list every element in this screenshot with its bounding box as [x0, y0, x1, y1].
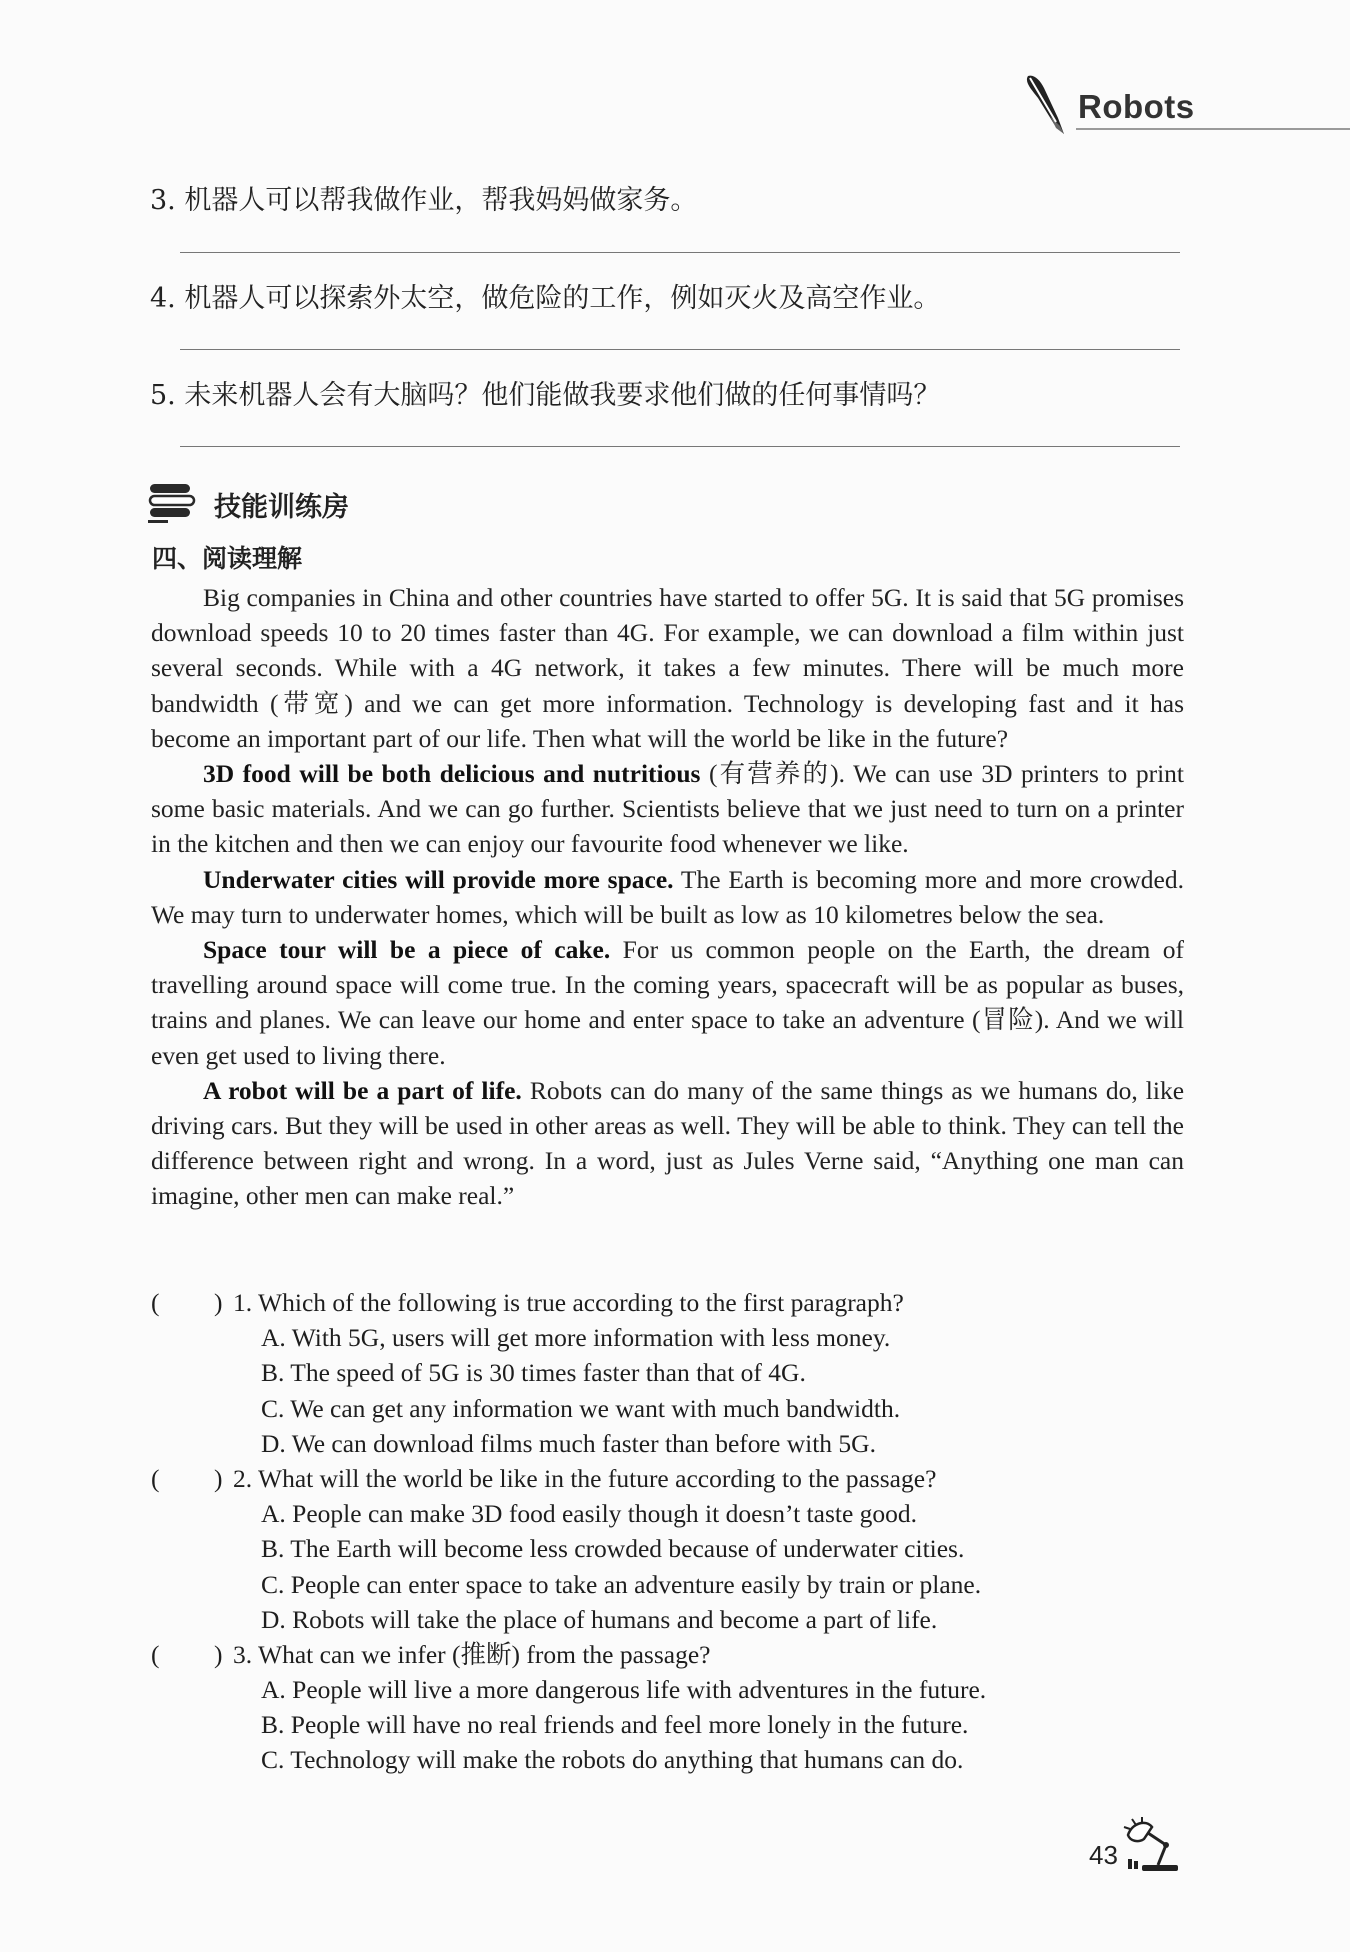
paragraph-5-topic: A robot will be a part of life.: [203, 1075, 522, 1105]
option-d: D. We can download films much faster than before with 5G.: [261, 1428, 876, 1458]
stack-lines-icon: [148, 481, 196, 525]
passage-paragraph-2: 3D food will be both delicious and nutritious (有营养的). We can use 3D printers to print some basic materials. And we can go further. Scientists believe that we just need to turn on a printer in the kitchen and then we can enjoy our favourite food whenever we like.: [151, 759, 1184, 859]
answer-line-3[interactable]: [180, 252, 1180, 253]
question-text: 3. What can we infer (推断) from the passage?: [233, 1639, 711, 1669]
desk-lamp-icon: [1122, 1815, 1182, 1873]
question-3: [151, 1637, 1211, 1778]
translation-item-4: 4. 机器人可以探索外太空，做危险的工作，例如灭火及高空作业。: [150, 283, 941, 314]
answer-blank-close: ): [214, 1639, 223, 1669]
passage-paragraph-3: Underwater cities will provide more space. The Earth is becoming more and more crowded. We may turn to underwater homes, which will be built as low as 10 kilometres below the sea.: [151, 864, 1185, 929]
option-b: B. People will have no real friends and feel more lonely in the future.: [261, 1710, 969, 1740]
passage-paragraph-4: Space tour will be a piece of cake. For us common people on the Earth, the dream of travelling around space will come true. In the coming years, spacecraft will be as popular as buses, trains and planes. We can leave our home and enter space to take an adventure (冒险). And we will even get used to living there.: [151, 935, 1184, 1070]
answer-blank-open[interactable]: (: [151, 1288, 160, 1317]
passage-paragraph-5: A robot will be a part of life. Robots can do many of the same things as we humans do, like driving cars. But they will be used in other areas as well. They will be able to think. They can tell the difference between right and wrong. In a word, just as Jules Verne said, “Anything one man can imagine, other men can make real.”: [151, 1075, 1185, 1211]
answer-line-4[interactable]: [180, 349, 1180, 350]
translation-item-3: 3. 机器人可以帮我做作业，帮我妈妈做家务。: [150, 185, 698, 216]
answer-blank-close: ): [214, 1288, 223, 1317]
paragraph-3-topic: Underwater cities will provide more space.: [203, 864, 674, 894]
translation-item-5: 5. 未来机器人会有大脑吗？他们能做我要求他们做的任何事情吗？: [150, 380, 941, 411]
exercise-subtitle: 四、阅读理解: [152, 544, 303, 573]
question-1: [151, 1285, 1211, 1461]
header-rule: [1076, 128, 1350, 130]
question-list: [151, 1285, 1211, 1778]
option-a: A. People can make 3D food easily though it doesn’t taste good.: [261, 1499, 918, 1529]
answer-blank-open[interactable]: (: [151, 1463, 160, 1493]
option-b: B. The Earth will become less crowded because of underwater cities.: [261, 1534, 965, 1564]
question-2: [151, 1461, 1211, 1637]
reading-passage: [151, 580, 1184, 1214]
answer-blank-close: ): [214, 1463, 223, 1493]
page-header: [1020, 72, 1340, 132]
paragraph-4-topic: Space tour will be a piece of cake.: [203, 935, 611, 965]
option-a: A. People will live a more dangerous life with adventures in the future.: [261, 1675, 987, 1705]
paragraph-2-topic: 3D food will be both delicious and nutritious: [203, 759, 701, 789]
page-number: 43: [1089, 1840, 1118, 1870]
answer-blank-open[interactable]: (: [151, 1639, 160, 1669]
question-text: 1. Which of the following is true according to the first paragraph?: [233, 1288, 904, 1317]
question-text: 2. What will the world be like in the future according to the passage?: [233, 1463, 937, 1493]
option-d: D. Robots will take the place of humans and become a part of life.: [261, 1604, 938, 1634]
pen-nib-icon: [1020, 72, 1070, 138]
page-title: Robots: [1078, 88, 1195, 125]
answer-line-5[interactable]: [180, 446, 1180, 447]
option-c: C. We can get any information we want with much bandwidth.: [261, 1393, 901, 1423]
option-a: A. With 5G, users will get more information with less money.: [261, 1323, 891, 1353]
passage-paragraph-1: Big companies in China and other countries have started to offer 5G. It is said that 5G promises download speeds 10 to 20 times faster than 4G. For example, we can download a film within just several seconds. While with a 4G network, it takes a few minutes. There will be much more bandwidth (带宽) and we can get more information. Technology is developing fast and it has become an important part of our life. Then what will the world be like in the future?: [151, 583, 1184, 753]
option-c: C. Technology will make the robots do anything that humans can do.: [261, 1745, 964, 1775]
section-title: 技能训练房: [214, 492, 349, 523]
option-b: B. The speed of 5G is 30 times faster than that of 4G.: [261, 1358, 806, 1388]
option-c: C. People can enter space to take an adventure easily by train or plane.: [261, 1569, 982, 1599]
